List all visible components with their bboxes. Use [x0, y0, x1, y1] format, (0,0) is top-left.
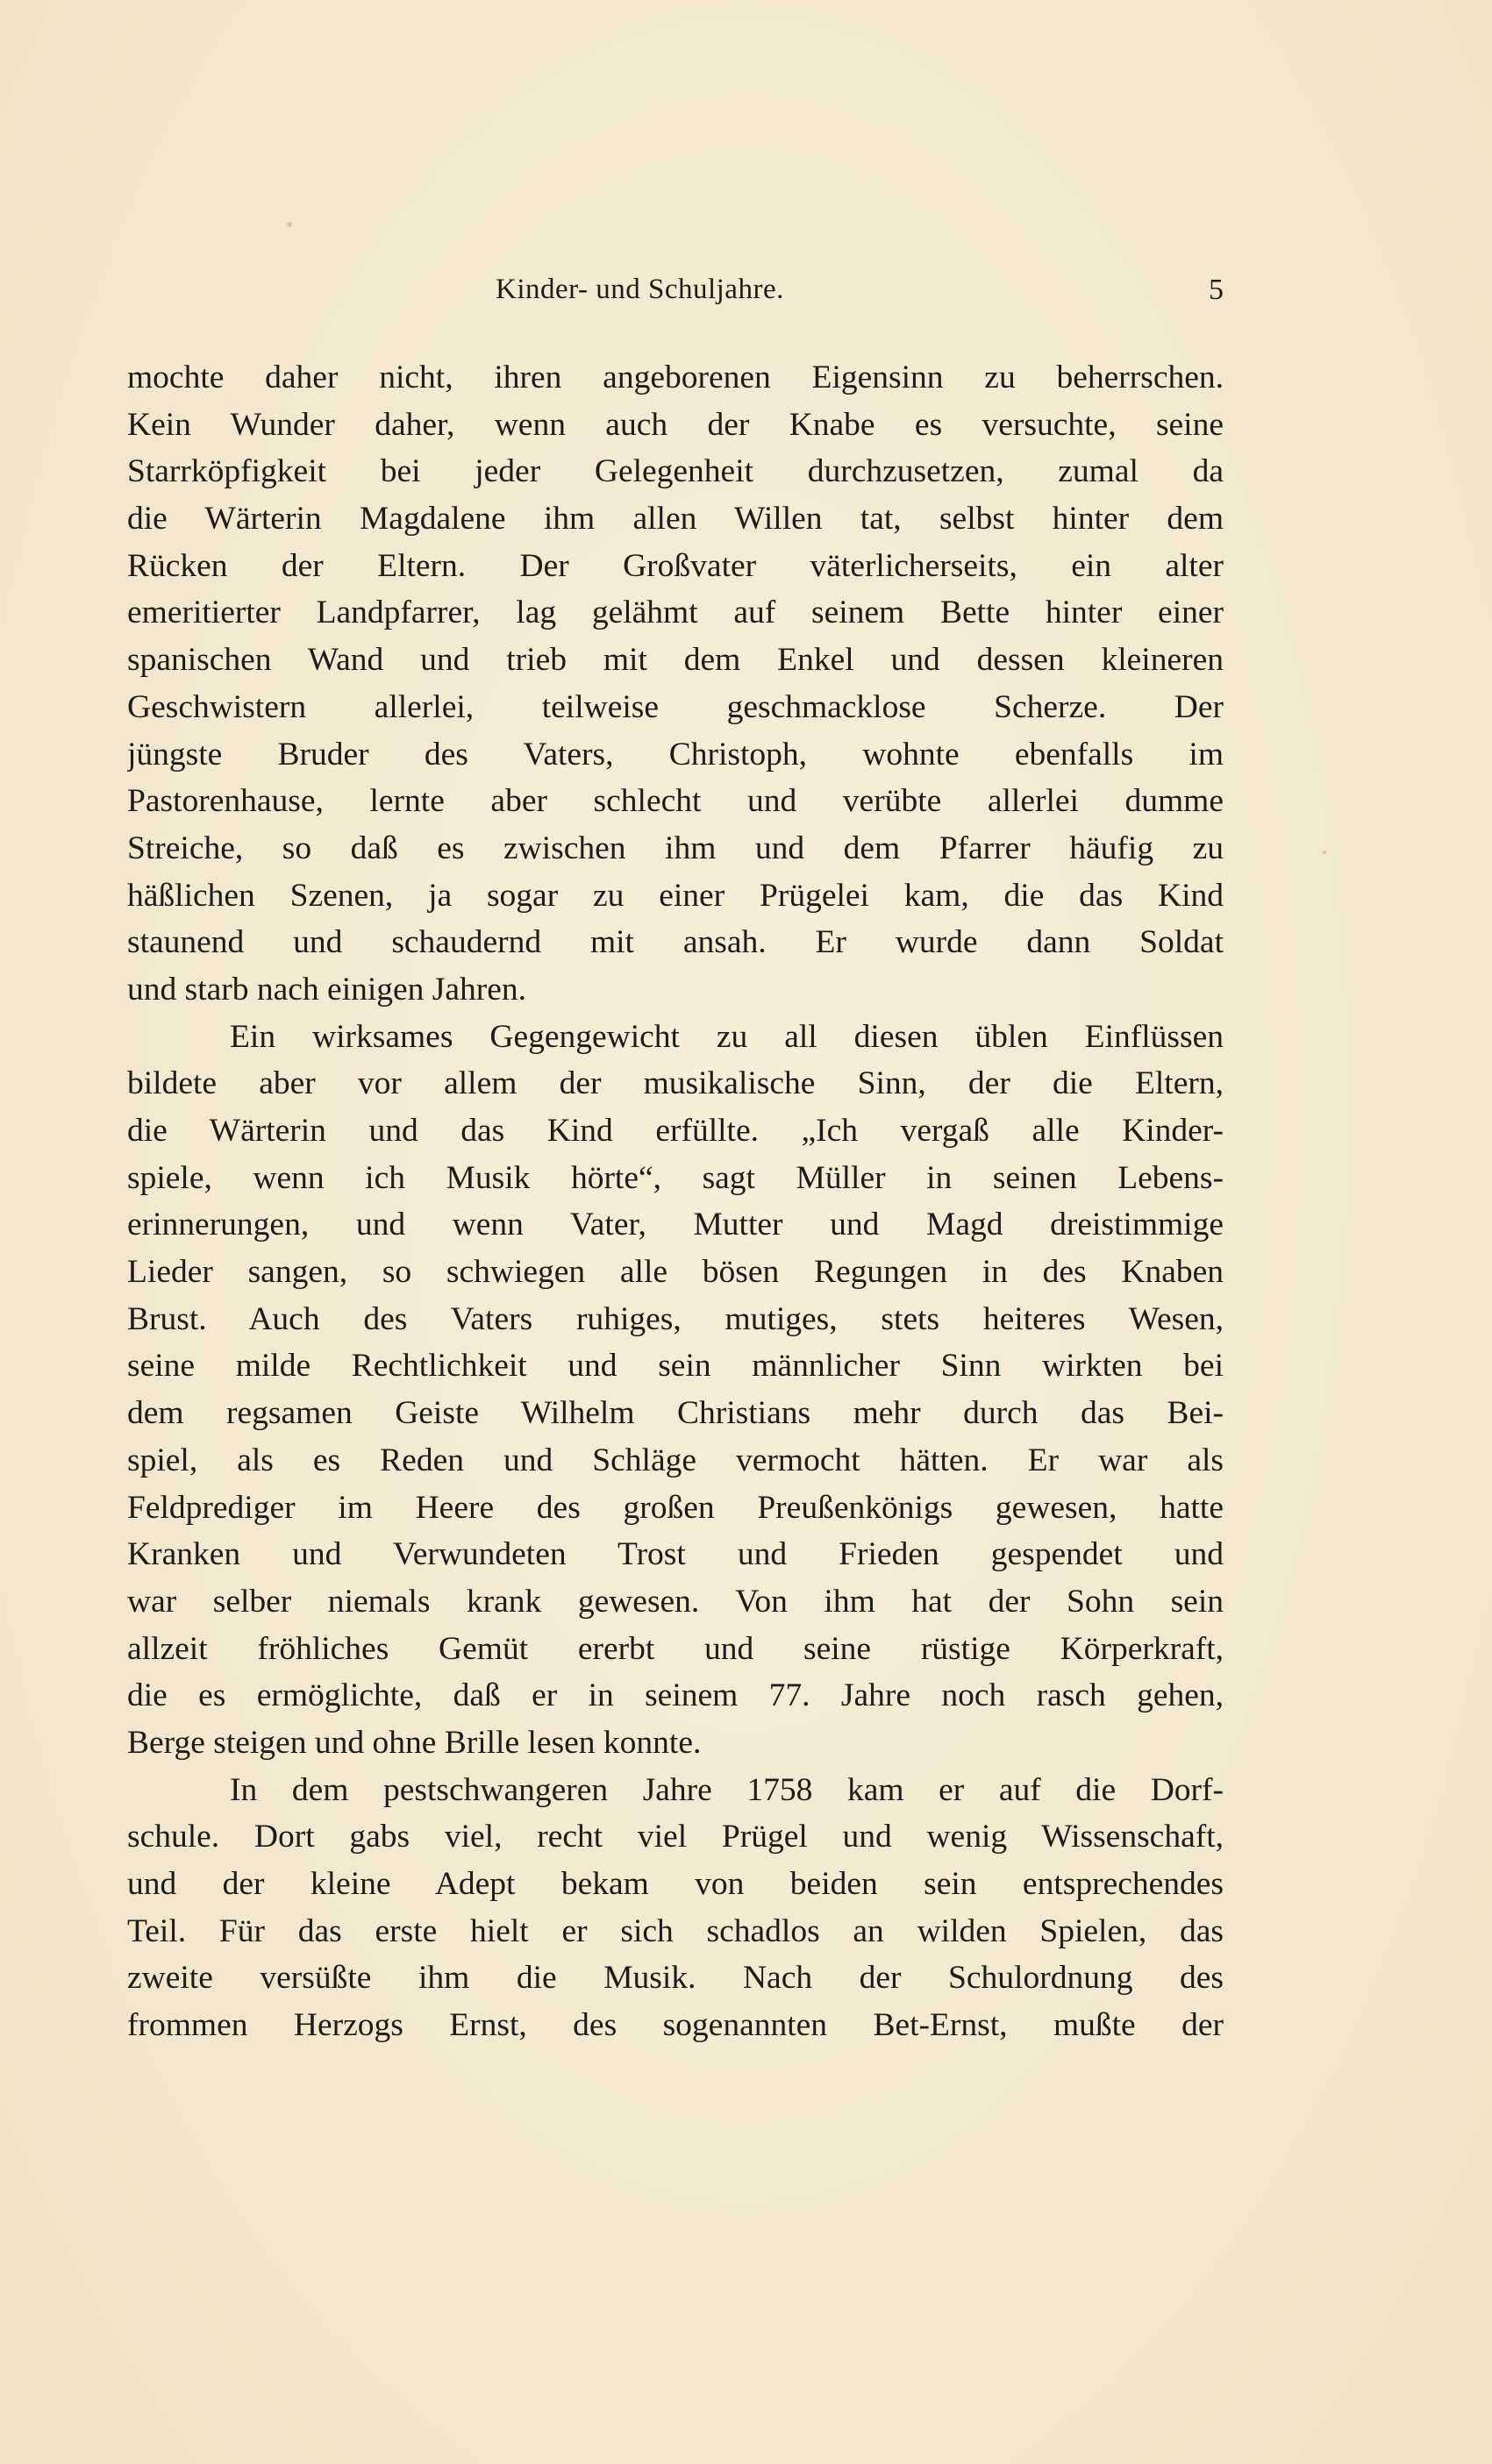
running-head: Kinder- und Schuljahre.: [496, 274, 784, 305]
text-line: bildete aber vor allem der musikalische Sinn, der die Eltern,: [127, 1065, 1224, 1102]
body-text: [127, 354, 1224, 2049]
text-line: die Wärterin Magdalene ihm allen Willen tat, selbst hinter dem: [127, 501, 1224, 538]
text-line: Kein Wunder daher, wenn auch der Knabe es versuchte, seine: [127, 406, 1224, 443]
paper-speck: [1323, 851, 1326, 854]
paragraph-last-line: und starb nach einigen Jahren.: [127, 971, 527, 1008]
text-line: die Wärterin und das Kind erfüllte. „Ich vergaß alle Kinder-: [127, 1113, 1224, 1149]
text-line: war selber niemals krank gewesen. Von ihm hat der Sohn sein: [127, 1583, 1224, 1620]
paragraph-last-line: Berge steigen und ohne Brille lesen konnte.: [127, 1724, 702, 1761]
text-line: emeritierter Landpfarrer, lag gelähmt auf seinem Bette hinter einer: [127, 595, 1224, 631]
text-line: Kranken und Verwundeten Trost und Frieden gespendet und: [127, 1536, 1224, 1573]
page-number: 5: [1209, 274, 1224, 306]
text-line: Feldprediger im Heere des großen Preußenkönigs gewesen, hatte: [127, 1489, 1224, 1526]
text-line: spiele, wenn ich Musik hörte“, sagt Müller in seinen Lebens-: [127, 1159, 1224, 1196]
text-line: dem regsamen Geiste Wilhelm Christians mehr durch das Bei-: [127, 1395, 1224, 1432]
text-line: spanischen Wand und trieb mit dem Enkel und dessen kleineren: [127, 642, 1224, 679]
text-line: Rücken der Eltern. Der Großvater väterlicherseits, ein alter: [127, 547, 1224, 584]
text-line: zweite versüßte ihm die Musik. Nach der Schulordnung des: [127, 1960, 1224, 1997]
text-line: Brust. Auch des Vaters ruhiges, mutiges, stets heiteres Wesen,: [127, 1300, 1224, 1337]
text-line: Teil. Für das erste hielt er sich schadlos an wilden Spielen, das: [127, 1912, 1224, 1949]
page-header: [127, 274, 1224, 317]
text-line: staunend und schaudernd mit ansah. Er wurde dann Soldat: [127, 924, 1224, 961]
text-line: mochte daher nicht, ihren angeborenen Eigensinn zu beherrschen.: [127, 360, 1224, 395]
text-line: schule. Dort gabs viel, recht viel Prügel und wenig Wissenschaft,: [127, 1819, 1224, 1855]
text-line: und der kleine Adept bekam von beiden sein entsprechendes: [127, 1866, 1224, 1902]
text-line: frommen Herzogs Ernst, des sogenannten Bet-Ernst, mußte der: [127, 2007, 1224, 2044]
text-line: Starrköpfigkeit bei jeder Gelegenheit durchzusetzen, zumal da: [127, 453, 1224, 490]
text-line: seine milde Rechtlichkeit und sein männlicher Sinn wirkten bei: [127, 1348, 1224, 1385]
text-line: jüngste Bruder des Vaters, Christoph, wohnte ebenfalls im: [127, 736, 1224, 773]
text-line: Pastorenhause, lernte aber schlecht und verübte allerlei dumme: [127, 783, 1224, 820]
text-line: Streiche, so daß es zwischen ihm und dem Pfarrer häufig zu: [127, 830, 1224, 866]
text-line: Geschwistern allerlei, teilweise geschmacklose Scherze. Der: [127, 688, 1224, 725]
text-line: allzeit fröhliches Gemüt ererbt und seine rüstige Körperkraft,: [127, 1630, 1224, 1667]
text-line: häßlichen Szenen, ja sogar zu einer Prügelei kam, die das Kind: [127, 877, 1224, 914]
paper-speck: [287, 222, 292, 227]
text-line: die es ermöglichte, daß er in seinem 77. Jahre noch rasch gehen,: [127, 1677, 1224, 1714]
text-line: spiel, als es Reden und Schläge vermocht hätten. Er war als: [127, 1442, 1224, 1478]
text-line: Lieder sangen, so schwiegen alle bösen Regungen in des Knaben: [127, 1254, 1224, 1291]
text-line: erinnerungen, und wenn Vater, Mutter und Magd dreistimmige: [127, 1207, 1224, 1243]
paragraph-first-line: Ein wirksames Gegengewicht zu all diesen üblen Einflüssen: [230, 1018, 1224, 1055]
paragraph-first-line: In dem pestschwangeren Jahre 1758 kam er auf die Dorf-: [230, 1771, 1224, 1808]
